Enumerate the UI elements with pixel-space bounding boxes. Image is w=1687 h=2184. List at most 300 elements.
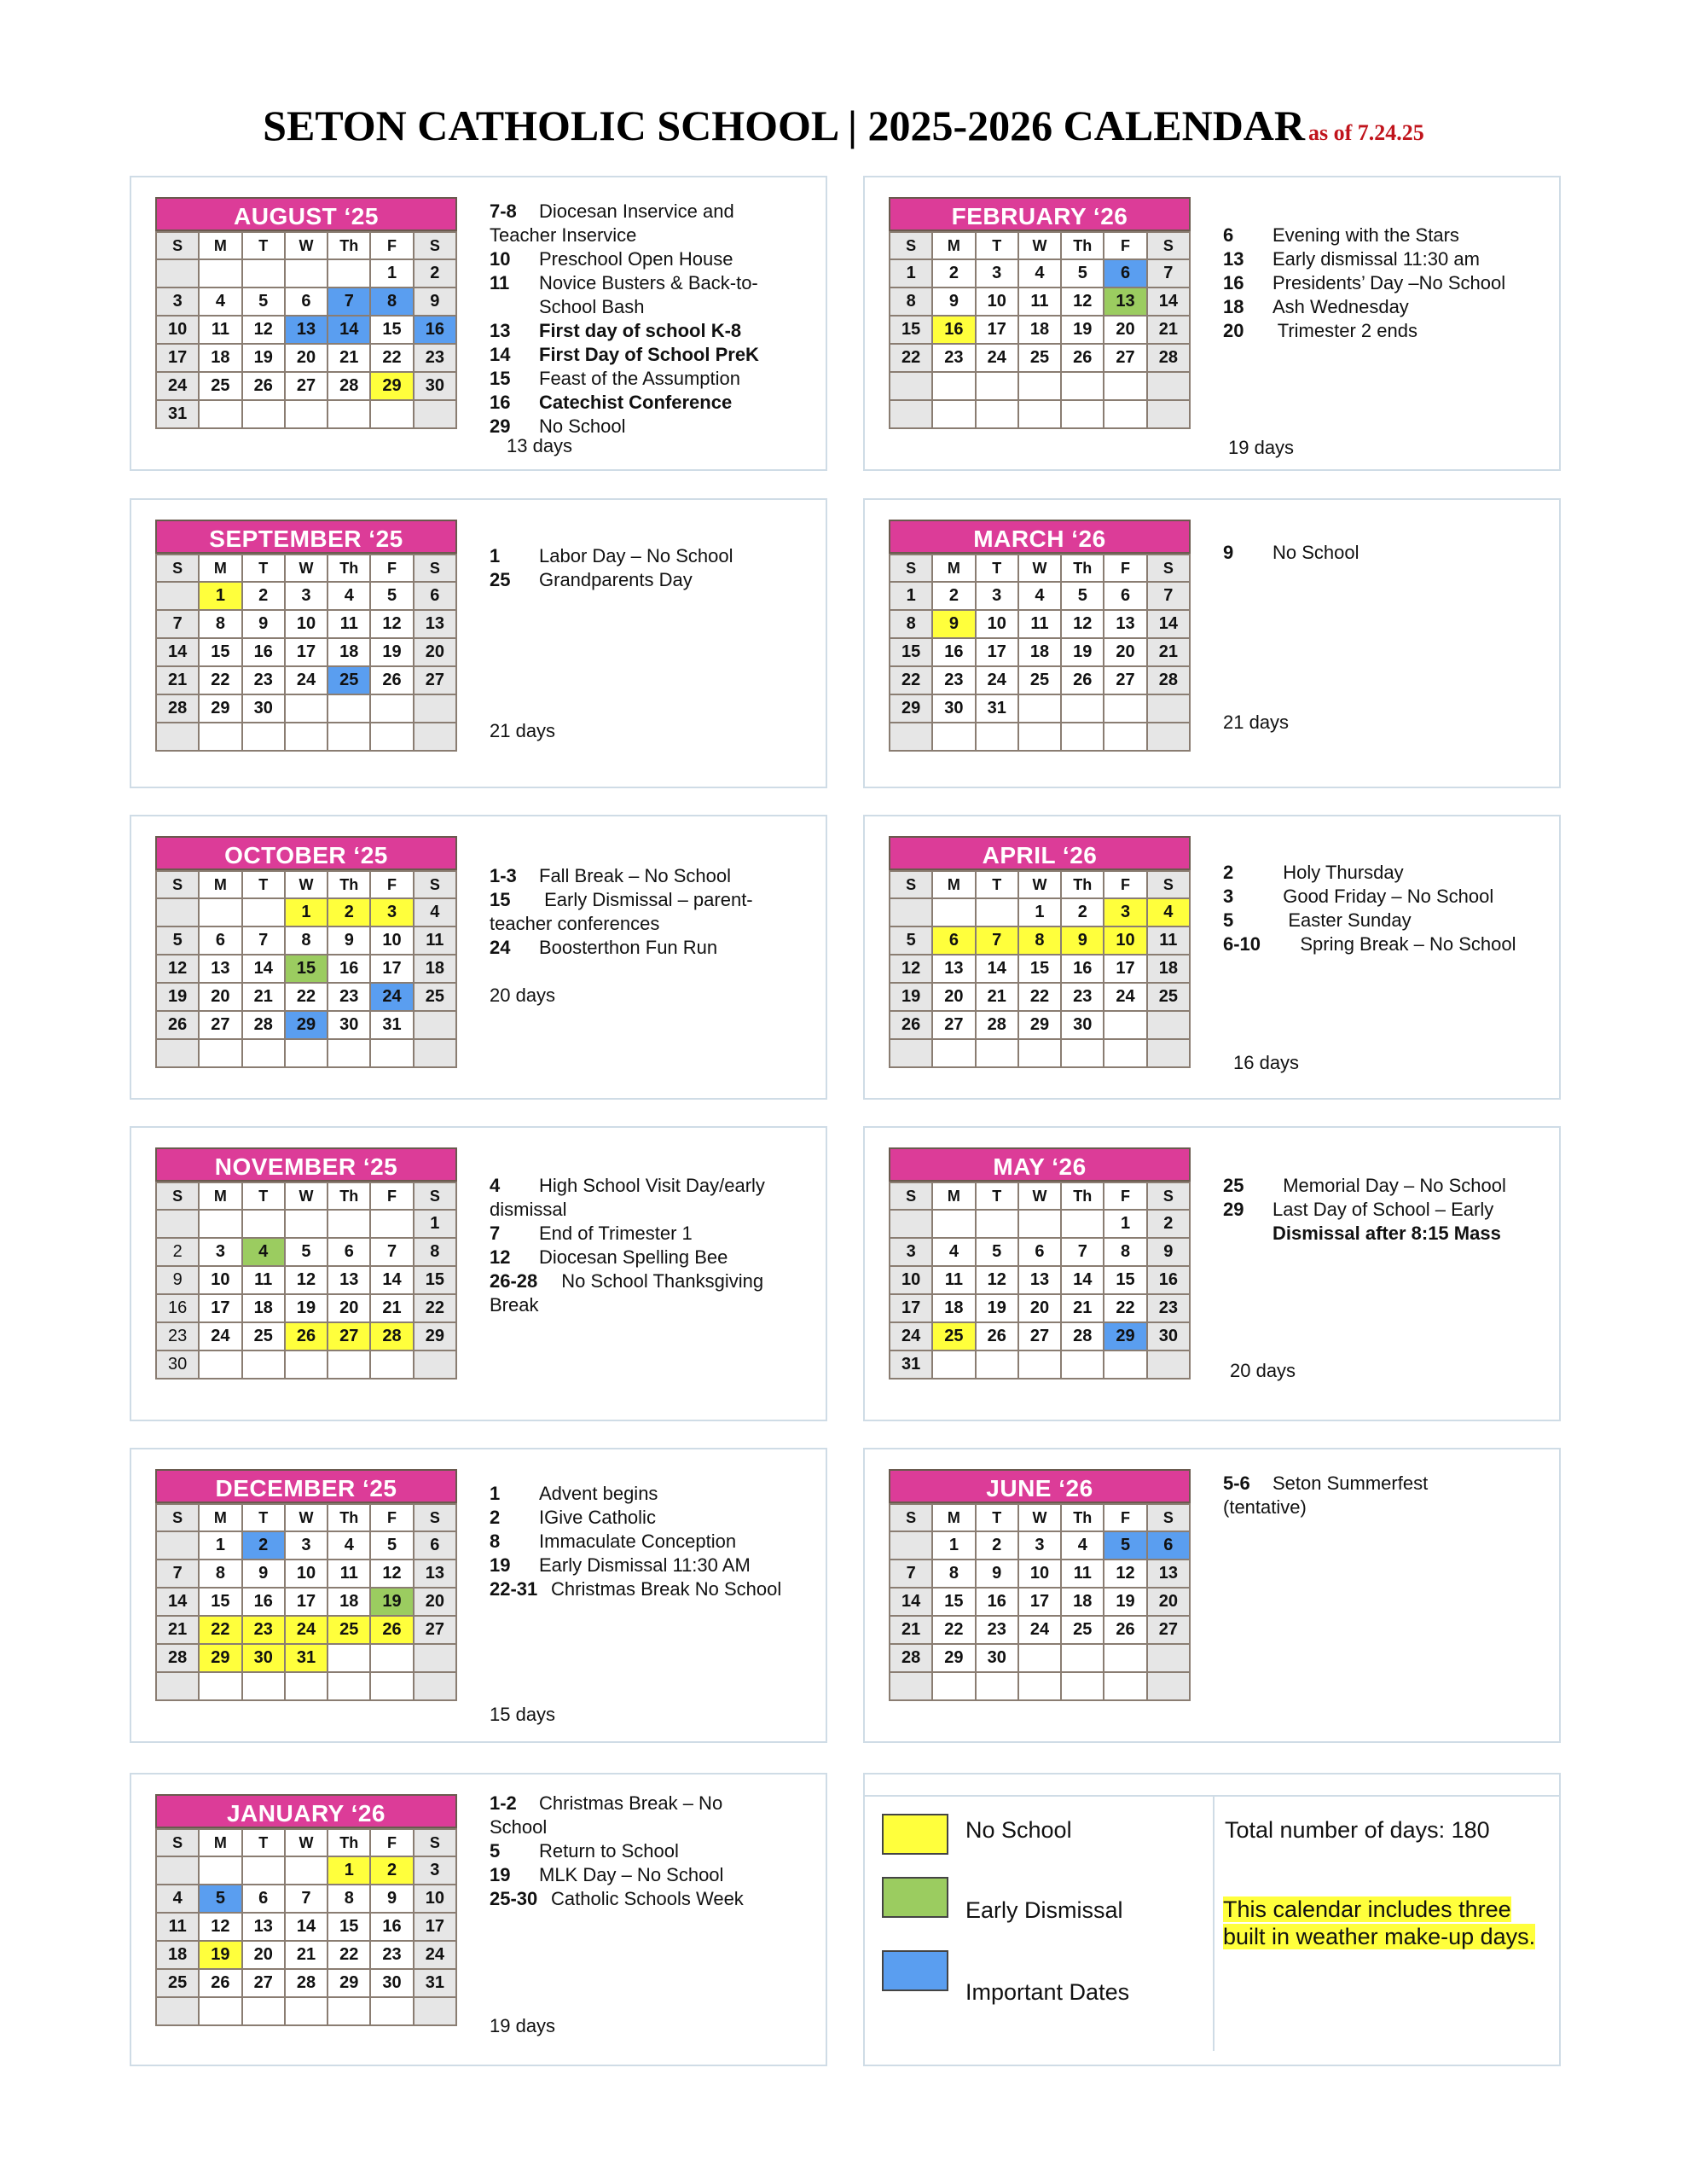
note-text: Dismissal after 8:15 Mass — [1272, 1223, 1501, 1244]
school-days-count: 21 days — [490, 720, 556, 741]
empty-cell — [242, 259, 285, 288]
day-cell: 30 — [414, 372, 456, 400]
note-line — [490, 367, 759, 391]
weekday-header: W — [1018, 1182, 1061, 1210]
legend-top-rule — [865, 1795, 1559, 1797]
day-cell: 24 — [890, 1322, 932, 1350]
day-cell: 22 — [370, 344, 413, 372]
note-date: 12 — [490, 1246, 511, 1268]
note-text: School — [490, 1816, 548, 1838]
note-line — [490, 1506, 781, 1530]
day-cell: 20 — [1104, 638, 1146, 666]
day-cell: 23 — [156, 1322, 199, 1350]
day-cell: 25 — [1061, 1616, 1104, 1644]
day-cell: 11 — [328, 610, 370, 638]
note-line — [1223, 319, 1505, 343]
day-cell: 15 — [1018, 955, 1061, 983]
empty-cell — [932, 1039, 975, 1067]
weather-note-line-1: This calendar includes three — [1223, 1896, 1511, 1922]
day-cell: 13 — [1104, 288, 1146, 316]
day-cell: 25 — [328, 666, 370, 694]
month-grid — [889, 870, 1191, 1068]
day-cell: 9 — [242, 1560, 285, 1588]
day-cell: 20 — [414, 1588, 456, 1616]
note-date: 9 — [1223, 542, 1234, 563]
day-cell: 13 — [328, 1266, 370, 1294]
day-cell: 25 — [414, 983, 456, 1011]
weekday-header: Th — [328, 1829, 370, 1856]
day-cell: 7 — [328, 288, 370, 316]
empty-cell — [890, 723, 932, 751]
empty-cell — [414, 694, 456, 723]
weekday-header: S — [156, 1504, 199, 1531]
day-cell: 4 — [414, 898, 456, 926]
day-cell: 1 — [414, 1210, 456, 1238]
day-cell: 6 — [1104, 259, 1146, 288]
empty-cell — [199, 400, 241, 428]
weekday-header: S — [156, 1829, 199, 1856]
empty-cell — [156, 1997, 199, 2025]
day-cell: 10 — [285, 1560, 328, 1588]
note-line — [490, 343, 759, 367]
day-cell: 6 — [414, 582, 456, 610]
day-cell: 4 — [1018, 259, 1061, 288]
day-cell: 14 — [1061, 1266, 1104, 1294]
weekday-header: T — [976, 871, 1018, 898]
note-text: High School Visit Day/early — [539, 1175, 765, 1196]
empty-cell — [976, 1672, 1018, 1700]
day-cell: 4 — [1018, 582, 1061, 610]
school-days-count: 13 days — [507, 435, 573, 456]
day-cell: 10 — [370, 926, 413, 955]
day-cell: 28 — [156, 694, 199, 723]
day-cell: 9 — [242, 610, 285, 638]
day-cell: 19 — [890, 983, 932, 1011]
note-text: Early dismissal 11:30 am — [1272, 248, 1480, 270]
day-cell: 22 — [414, 1294, 456, 1322]
weekday-header: W — [1018, 1504, 1061, 1531]
day-cell: 16 — [932, 638, 975, 666]
empty-cell — [328, 400, 370, 428]
day-cell: 11 — [1018, 288, 1061, 316]
day-cell: 30 — [1061, 1011, 1104, 1039]
empty-cell — [156, 582, 199, 610]
note-line — [490, 1530, 781, 1554]
day-cell: 24 — [199, 1322, 241, 1350]
day-cell: 8 — [414, 1238, 456, 1266]
day-cell: 29 — [199, 1644, 241, 1672]
day-cell: 4 — [1061, 1531, 1104, 1560]
day-cell: 1 — [1104, 1210, 1146, 1238]
month-grid — [889, 554, 1191, 752]
day-cell: 30 — [370, 1969, 413, 1997]
note-date: 19 — [490, 1864, 511, 1885]
note-date: 18 — [1223, 296, 1244, 317]
day-cell: 8 — [932, 1560, 975, 1588]
legend-panel — [863, 1773, 1561, 2066]
day-cell: 3 — [156, 288, 199, 316]
day-cell: 10 — [1104, 926, 1146, 955]
day-cell: 8 — [890, 610, 932, 638]
day-cell: 29 — [285, 1011, 328, 1039]
month-title: FEBRUARY ‘26 — [889, 197, 1191, 231]
note-date: 29 — [490, 415, 511, 437]
day-cell: 16 — [242, 1588, 285, 1616]
empty-cell — [890, 1039, 932, 1067]
note-text: Novice Busters & Back-to- — [539, 272, 758, 293]
day-cell: 4 — [199, 288, 241, 316]
note-date: 7-8 — [490, 200, 517, 222]
day-cell: 5 — [156, 926, 199, 955]
day-cell: 12 — [199, 1913, 241, 1941]
note-line — [1223, 909, 1516, 932]
note-date: 20 — [1223, 320, 1244, 341]
empty-cell — [932, 1210, 975, 1238]
day-cell: 23 — [1147, 1294, 1190, 1322]
note-date: 6 — [1223, 224, 1234, 246]
day-cell: 16 — [1061, 955, 1104, 983]
day-cell: 10 — [156, 316, 199, 344]
empty-cell — [199, 1210, 241, 1238]
day-cell: 16 — [328, 955, 370, 983]
note-line — [490, 295, 759, 319]
empty-cell — [414, 1644, 456, 1672]
day-cell: 12 — [1104, 1560, 1146, 1588]
weekday-header: T — [242, 1182, 285, 1210]
month-grid — [155, 1828, 457, 2026]
empty-cell — [156, 1531, 199, 1560]
weekday-header: S — [890, 232, 932, 259]
month-notes — [490, 200, 759, 439]
day-cell: 27 — [932, 1011, 975, 1039]
day-cell: 17 — [1018, 1588, 1061, 1616]
note-date: 24 — [490, 937, 511, 958]
day-cell: 15 — [1104, 1266, 1146, 1294]
weekday-header: T — [242, 1829, 285, 1856]
note-line — [490, 224, 759, 247]
day-cell: 21 — [242, 983, 285, 1011]
day-cell: 21 — [285, 1941, 328, 1969]
weekday-header: S — [156, 232, 199, 259]
note-line — [1223, 295, 1505, 319]
month-notes — [490, 1482, 781, 1601]
empty-cell — [285, 259, 328, 288]
weekday-header: F — [1104, 555, 1146, 582]
month-title: MAY ‘26 — [889, 1147, 1191, 1182]
day-cell: 24 — [156, 372, 199, 400]
school-days-count: 19 days — [1228, 437, 1295, 458]
day-cell: 12 — [976, 1266, 1018, 1294]
day-cell: 9 — [976, 1560, 1018, 1588]
legend-early-dismissal-label: Early Dismissal — [965, 1897, 1123, 1923]
note-date: 25 — [490, 569, 511, 590]
weekday-header: W — [1018, 232, 1061, 259]
note-line — [490, 1198, 765, 1222]
day-cell: 23 — [370, 1941, 413, 1969]
month-title: NOVEMBER ‘25 — [155, 1147, 457, 1182]
empty-cell — [285, 1997, 328, 2025]
school-days-count: 15 days — [490, 1704, 556, 1725]
month-calendar — [155, 1147, 457, 1380]
empty-cell — [242, 1856, 285, 1885]
day-cell: 21 — [1147, 638, 1190, 666]
day-cell: 10 — [285, 610, 328, 638]
note-date: 2 — [1223, 862, 1234, 883]
note-text: Diocesan Inservice and — [539, 200, 734, 222]
weekday-header: W — [285, 555, 328, 582]
day-cell: 12 — [156, 955, 199, 983]
day-cell: 20 — [1018, 1294, 1061, 1322]
day-cell: 22 — [285, 983, 328, 1011]
day-cell: 8 — [199, 1560, 241, 1588]
weekday-header: T — [242, 871, 285, 898]
day-cell: 20 — [328, 1294, 370, 1322]
month-title: OCTOBER ‘25 — [155, 836, 457, 870]
day-cell: 10 — [890, 1266, 932, 1294]
weekday-header: M — [932, 871, 975, 898]
empty-cell — [285, 1039, 328, 1067]
weekday-header: S — [414, 1182, 456, 1210]
day-cell: 19 — [1061, 638, 1104, 666]
note-date: 7 — [490, 1223, 501, 1244]
day-cell: 10 — [976, 610, 1018, 638]
weekday-header: F — [1104, 871, 1146, 898]
day-cell: 27 — [199, 1011, 241, 1039]
weekday-header: W — [285, 871, 328, 898]
weekday-header: S — [414, 555, 456, 582]
day-cell: 28 — [1147, 344, 1190, 372]
day-cell: 24 — [1104, 983, 1146, 1011]
weekday-header: Th — [328, 555, 370, 582]
month-notes — [490, 1792, 744, 1911]
month-calendar — [155, 836, 457, 1068]
day-cell: 13 — [199, 955, 241, 983]
month-calendar — [155, 1469, 457, 1701]
note-line — [490, 200, 759, 224]
note-line — [490, 568, 733, 592]
note-line — [490, 1577, 781, 1601]
weekday-header: F — [370, 1504, 413, 1531]
note-date: 13 — [490, 320, 511, 341]
empty-cell — [199, 1039, 241, 1067]
empty-cell — [242, 1672, 285, 1700]
month-grid — [155, 554, 457, 752]
note-text: Good Friday – No School — [1272, 886, 1494, 907]
empty-cell — [370, 400, 413, 428]
day-cell: 5 — [370, 582, 413, 610]
empty-cell — [242, 1039, 285, 1067]
weekday-header: Th — [1061, 1182, 1104, 1210]
note-text: teacher conferences — [490, 913, 660, 934]
empty-cell — [370, 1997, 413, 2025]
note-date: 5-6 — [1223, 1472, 1250, 1494]
note-text: Spring Break – No School — [1284, 933, 1516, 955]
weekday-header: M — [932, 1182, 975, 1210]
day-cell: 4 — [932, 1238, 975, 1266]
day-cell: 27 — [1018, 1322, 1061, 1350]
day-cell: 21 — [976, 983, 1018, 1011]
empty-cell — [1018, 723, 1061, 751]
day-cell: 9 — [1147, 1238, 1190, 1266]
empty-cell — [370, 1672, 413, 1700]
weekday-header: F — [370, 1829, 413, 1856]
day-cell: 25 — [156, 1969, 199, 1997]
day-cell: 14 — [1147, 288, 1190, 316]
note-text: Catholic Schools Week — [551, 1888, 744, 1909]
day-cell: 6 — [1018, 1238, 1061, 1266]
empty-cell — [1018, 1039, 1061, 1067]
note-date: 19 — [490, 1554, 511, 1576]
day-cell: 20 — [932, 983, 975, 1011]
empty-cell — [285, 1856, 328, 1885]
note-text: Presidents’ Day –No School — [1272, 272, 1506, 293]
day-cell: 19 — [285, 1294, 328, 1322]
empty-cell — [414, 1997, 456, 2025]
empty-cell — [414, 400, 456, 428]
day-cell: 16 — [242, 638, 285, 666]
day-cell: 8 — [370, 288, 413, 316]
legend-early-dismissal-swatch — [882, 1877, 948, 1918]
weather-days-note — [1223, 1896, 1535, 1950]
day-cell: 18 — [328, 1588, 370, 1616]
note-text: MLK Day – No School — [539, 1864, 724, 1885]
day-cell: 16 — [1147, 1266, 1190, 1294]
day-cell: 24 — [414, 1941, 456, 1969]
day-cell: 27 — [242, 1969, 285, 1997]
weekday-header: W — [285, 1829, 328, 1856]
weekday-header: T — [242, 232, 285, 259]
day-cell: 29 — [199, 694, 241, 723]
empty-cell — [976, 400, 1018, 428]
weekday-header: S — [414, 232, 456, 259]
day-cell: 7 — [1061, 1238, 1104, 1266]
note-line — [490, 1269, 765, 1293]
day-cell: 30 — [1147, 1322, 1190, 1350]
day-cell: 28 — [328, 372, 370, 400]
note-text: Evening with the Stars — [1272, 224, 1459, 246]
day-cell: 13 — [1104, 610, 1146, 638]
day-cell: 22 — [199, 666, 241, 694]
note-text: End of Trimester 1 — [539, 1223, 693, 1244]
day-cell: 15 — [890, 638, 932, 666]
empty-cell — [890, 898, 932, 926]
day-cell: 17 — [976, 316, 1018, 344]
weekday-header: S — [890, 871, 932, 898]
day-cell: 4 — [156, 1885, 199, 1913]
month-calendar — [155, 1794, 457, 2026]
day-cell: 18 — [156, 1941, 199, 1969]
day-cell: 29 — [414, 1322, 456, 1350]
note-date: 8 — [490, 1531, 501, 1552]
day-cell: 7 — [1147, 582, 1190, 610]
day-cell: 24 — [976, 666, 1018, 694]
legend-important-dates-swatch — [882, 1950, 948, 1991]
day-cell: 15 — [328, 1913, 370, 1941]
empty-cell — [1018, 1210, 1061, 1238]
weekday-header: T — [976, 1504, 1018, 1531]
day-cell: 14 — [1147, 610, 1190, 638]
day-cell: 19 — [1061, 316, 1104, 344]
weekday-header: M — [932, 232, 975, 259]
note-text: Fall Break – No School — [539, 865, 731, 886]
empty-cell — [1018, 1350, 1061, 1379]
day-cell: 18 — [1147, 955, 1190, 983]
day-cell: 21 — [328, 344, 370, 372]
day-cell: 17 — [285, 638, 328, 666]
weekday-header: S — [156, 555, 199, 582]
day-cell: 5 — [285, 1238, 328, 1266]
day-cell: 31 — [370, 1011, 413, 1039]
day-cell: 19 — [199, 1941, 241, 1969]
empty-cell — [1061, 372, 1104, 400]
empty-cell — [1104, 1039, 1146, 1067]
note-text: Feast of the Assumption — [539, 368, 741, 389]
note-line — [490, 1482, 781, 1506]
day-cell: 19 — [156, 983, 199, 1011]
month-notes — [1223, 1174, 1506, 1246]
day-cell: 16 — [976, 1588, 1018, 1616]
day-cell: 25 — [199, 372, 241, 400]
day-cell: 18 — [1018, 638, 1061, 666]
day-cell: 9 — [328, 926, 370, 955]
legend-divider — [1213, 1795, 1215, 2051]
empty-cell — [890, 1210, 932, 1238]
day-cell: 5 — [976, 1238, 1018, 1266]
day-cell: 29 — [1018, 1011, 1061, 1039]
weekday-header: S — [1147, 555, 1190, 582]
weekday-header: W — [1018, 555, 1061, 582]
note-date: 1-3 — [490, 865, 517, 886]
legend-no-school-swatch — [882, 1814, 948, 1855]
note-date: 11 — [490, 272, 510, 293]
month-calendar — [889, 1469, 1191, 1701]
day-cell: 28 — [1147, 666, 1190, 694]
note-line — [490, 1887, 744, 1911]
day-cell: 5 — [242, 288, 285, 316]
month-grid — [889, 1182, 1191, 1380]
day-cell: 6 — [414, 1531, 456, 1560]
day-cell: 14 — [328, 316, 370, 344]
empty-cell — [328, 1210, 370, 1238]
empty-cell — [1061, 694, 1104, 723]
note-line — [490, 391, 759, 415]
day-cell: 20 — [242, 1941, 285, 1969]
day-cell: 18 — [1018, 316, 1061, 344]
day-cell: 27 — [414, 1616, 456, 1644]
month-calendar — [889, 836, 1191, 1068]
month-panel-feb — [863, 176, 1561, 471]
note-line — [490, 1792, 744, 1815]
empty-cell — [242, 400, 285, 428]
day-cell: 2 — [370, 1856, 413, 1885]
day-cell: 14 — [370, 1266, 413, 1294]
month-grid — [155, 1182, 457, 1380]
day-cell: 15 — [370, 316, 413, 344]
day-cell: 26 — [242, 372, 285, 400]
weekday-header: S — [890, 1182, 932, 1210]
day-cell: 29 — [370, 372, 413, 400]
day-cell: 9 — [414, 288, 456, 316]
day-cell: 25 — [1147, 983, 1190, 1011]
day-cell: 22 — [890, 344, 932, 372]
weekday-header: T — [242, 1504, 285, 1531]
day-cell: 22 — [1104, 1294, 1146, 1322]
empty-cell — [328, 1672, 370, 1700]
note-line — [490, 960, 753, 984]
day-cell: 2 — [1061, 898, 1104, 926]
day-cell: 5 — [1061, 259, 1104, 288]
empty-cell — [1061, 1210, 1104, 1238]
